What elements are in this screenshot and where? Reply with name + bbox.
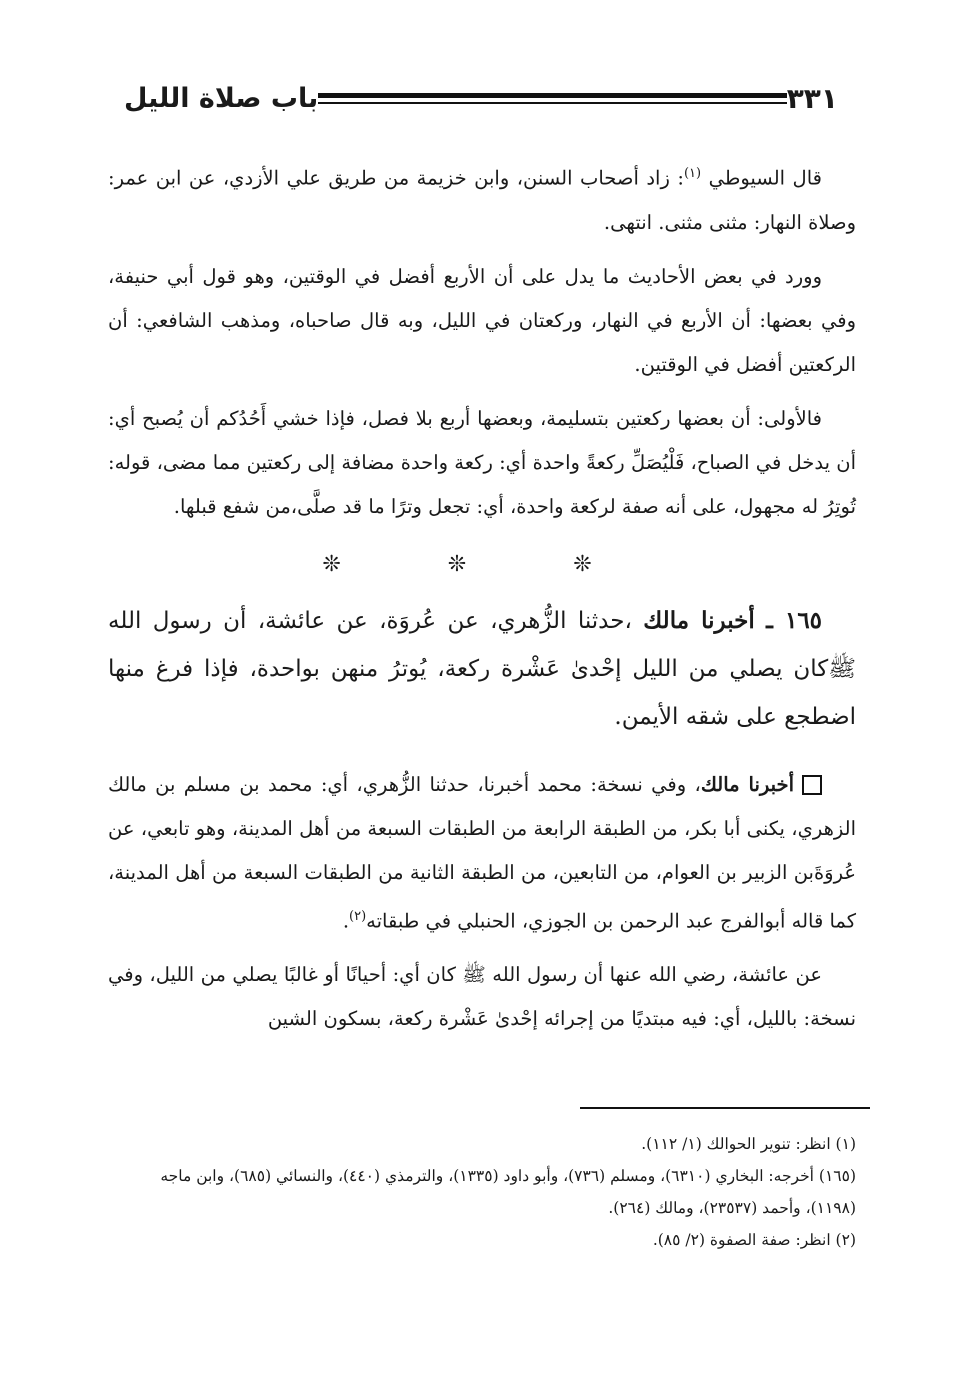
section-divider-stars: ❊ ❊ ❊ xyxy=(322,551,642,577)
commentary-1 xyxy=(108,763,856,944)
page-number: ٣٣١ xyxy=(786,81,838,115)
footnote-1: (١) انظر: تنوير الحوالك (١/ ١١٢). xyxy=(641,1135,856,1153)
hadith-lead: أخبرنا مالك xyxy=(643,606,755,634)
paragraph-suyuti-text: : زاد أصحاب السنن، وابن خزيمة من طريق علي الأزدي، عن ابن عمر: وصلاة النهار: مثنى مثنى. انتهى. xyxy=(108,166,856,234)
footnote-2: (٢) انظر: صفة الصفوة (٢/ ٨٥). xyxy=(652,1231,856,1249)
commentary-1-end: . xyxy=(342,909,350,932)
footnotes xyxy=(110,1128,856,1256)
paragraph-suyuti-lead: قال السيوطي xyxy=(708,166,822,190)
hadith-body: ،حدثنا الزُّهري، عن عُروَة، عن عائشة، أن رسول الله ﷺكان يصلي من الليل إحْدىٰ عَشْرة ركعة، يُوترُ منهن بواحدة، فإذا فرغ منها اضطجع على شقه الأيمن. xyxy=(108,607,856,730)
page-header xyxy=(102,78,860,118)
header-rule xyxy=(318,93,786,104)
commentary-2: عن عائشة، رضي الله عنها أن رسول الله ﷺ كان أي: أحيانًا أو غالبًا يصلي من الليل، وفي نسخة: بالليل، أي: فيه مبتديًا من إجرائه إحْدىٰ عَشْرة ركعة، بسكون الشين xyxy=(108,963,856,1030)
hadith-number: ١٦٥ ـ xyxy=(766,606,823,634)
running-title: باب صلاة الليل xyxy=(124,82,319,114)
header-rule-thin xyxy=(318,102,786,104)
commentary-1-lead: أخبرنا مالك xyxy=(700,772,794,796)
footnote-ref-1: (١) xyxy=(683,166,702,181)
hadith-text xyxy=(108,597,856,741)
header-rule-thick xyxy=(318,93,786,98)
footnote-ref-2: (٢) xyxy=(349,908,367,924)
paragraph-awla: فالأولى: أن بعضها ركعتين بتسليمة، وبعضها أربع بلا فصل، فإذا خشي أَحُدُكم أن يُصبح أي: أن يدخل في الصباح، فَلْيُصَلِّ ركعةً واحدة أي: ركعة واحدة مضافة إلى ركعتين مما مضى، قوله: تُوتِرُ له مجهول، على أنه صفة لركعة واحدة، أي: تجعل وترًا ما قد صلَّى،من شفع قبلها. xyxy=(108,406,856,518)
square-marker-icon xyxy=(802,775,822,795)
paragraph-ahadith: وورد في بعض الأحاديث ما يدل على أن الأربع أفضل في الوقتين، وهو قول أبي حنيفة، وفي بعضها: أن الأربع في النهار، وركعتان في الليل، وبه قال صاحباه، ومذهب الشافعي: أن الركعتين أفضل في الوقتين. xyxy=(108,264,856,376)
main-text xyxy=(108,152,856,1051)
paragraph-suyuti xyxy=(108,152,856,245)
footnote-separator xyxy=(580,1107,870,1109)
commentary-1-text: ، وفي نسخة: محمد أخبرنا، حدثنا الزُّهري، أي: محمد بن مسلم بن مالك الزهري، يكنى أبا بكر، من الطبقة الرابعة من الطبقات السبعة من أهل المدينة، وهو تابعي، عن عُروَةَبن الزبير بن العوام، من التابعين، من الطبقة الثانية من الطبقات السبعة من أهل المدينة، كما قاله أبوالفرج عبد الرحمن بن الجوزي، الحنبلي في طبقاته xyxy=(108,772,856,932)
footnote-165: (١٦٥) أخرجه: البخاري (٦٣١٠)، ومسلم (٧٣٦)، وأبو داود (١٣٣٥)، والترمذي (٤٤٠)، والنسائي (٦٨٥)، وابن ماجه (١١٩٨)، وأحمد (٢٣٥٣٧)، ومالك (٢٦٤). xyxy=(160,1167,856,1217)
